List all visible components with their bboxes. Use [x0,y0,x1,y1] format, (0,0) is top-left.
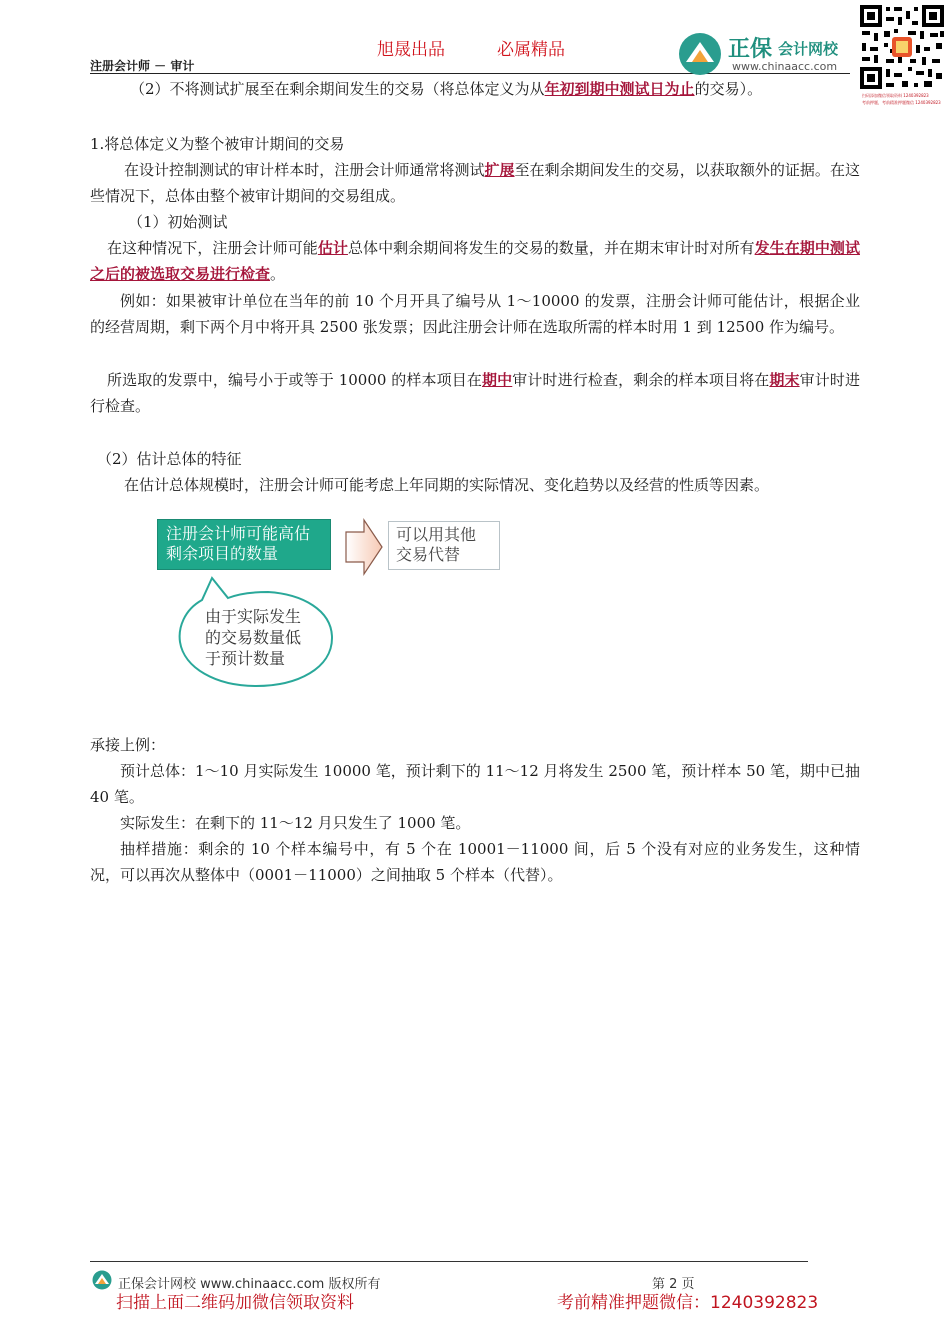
footer-promo-left: 扫描上面二维码加微信领取资料 [116,1293,354,1313]
header-brand-right: 必属精品 [497,40,565,60]
paragraph-estimate-size: 在估计总体规模时，注册会计师可能考虑上年同期的实际情况、变化趋势以及经营的性质等因素。 [124,476,770,494]
example-title: 承接上例： [90,736,166,754]
example-measure: 抽样措施：剩余的 10 个样本编号中，有 5 个在 10001－11000 间，后 5 个没有对应的业务发生，这种情况，可以再次从整体中（0001－11000）之间抽取 5 个样本（代替）。 [90,840,860,884]
subsection-initial-testing: （1）初始测试 [128,213,228,231]
paragraph-extend-testing: 在设计控制测试的审计样本时，注册会计师通常将测试扩展至在剩余期间发生的交易，以获取额外的证据。在这些情况下，总体由整个被审计期间的交易组成。 [90,161,860,205]
qr-note-2: 考前押题，考前精准押题微信 1240392823 [862,100,941,105]
example-actual: 实际发生：在剩下的 11～12 月只发生了 1000 笔。 [120,814,471,832]
footer-rule [90,1261,808,1262]
footer-logo-icon [92,1270,112,1290]
arrow-right-icon [344,518,384,576]
logo-sub: 会计网校 [778,40,839,58]
logo-name: 正保 [728,37,773,62]
diagram-bubble-text: 由于实际发生 的交易数量低 于预计数量 [205,607,302,668]
example-estimate: 预计总体：1～10 月实际发生 10000 笔，预计剩下的 11～12 月将发生 2500 笔，预计样本 50 笔，期中已抽 40 笔。 [90,762,860,806]
logo-icon [678,32,722,76]
qr-note-1: 扫码添加微信领取资料 1240392823 [862,93,929,98]
header-rule [90,73,850,74]
diagram-box-overestimate: 注册会计师可能高估 剩余项目的数量 [157,519,331,570]
qr-code-icon [858,3,946,91]
paragraph-scope-limited: （2）不将测试扩展至在剩余期间发生的交易（将总体定义为从年初到期中测试日为止的交易）。 [130,80,763,98]
diagram-box-substitute: 可以用其他 交易代替 [388,521,500,570]
header-brand-left: 旭晟出品 [377,40,445,60]
footer-page-number: 第 2 页 [652,1277,695,1292]
subsection-estimate-characteristics: （2）估计总体的特征 [97,450,242,468]
section-1-title: 1.将总体定义为整个被审计期间的交易 [90,135,345,153]
paragraph-selected-invoices: 所选取的发票中，编号小于或等于 10000 的样本项目在期中审计时进行检查，剩余的样本项目将在期末审计时进行检查。 [90,371,860,415]
paragraph-example: 例如：如果被审计单位在当年的前 10 个月开具了编号从 1～10000 的发票，注册会计师可能估计，根据企业的经营周期，剩下两个月中将开具 2500 张发票；因此注册会计师在选取所需的样本时用 1 到 12500 作为编号。 [90,292,860,336]
course-title: 注册会计师 － 审计 [90,59,195,73]
footer-copyright: 正保会计网校 www.chinaacc.com 版权所有 [118,1277,381,1292]
logo-url[interactable]: www.chinaacc.com [732,60,838,73]
paragraph-estimate: 在这种情况下，注册会计师可能估计总体中剩余期间将发生的交易的数量，并在期末审计时对所有发生在期中测试之后的被选取交易进行检查。 [90,239,860,283]
footer-promo-right: 考前精准押题微信：1240392823 [557,1293,819,1313]
